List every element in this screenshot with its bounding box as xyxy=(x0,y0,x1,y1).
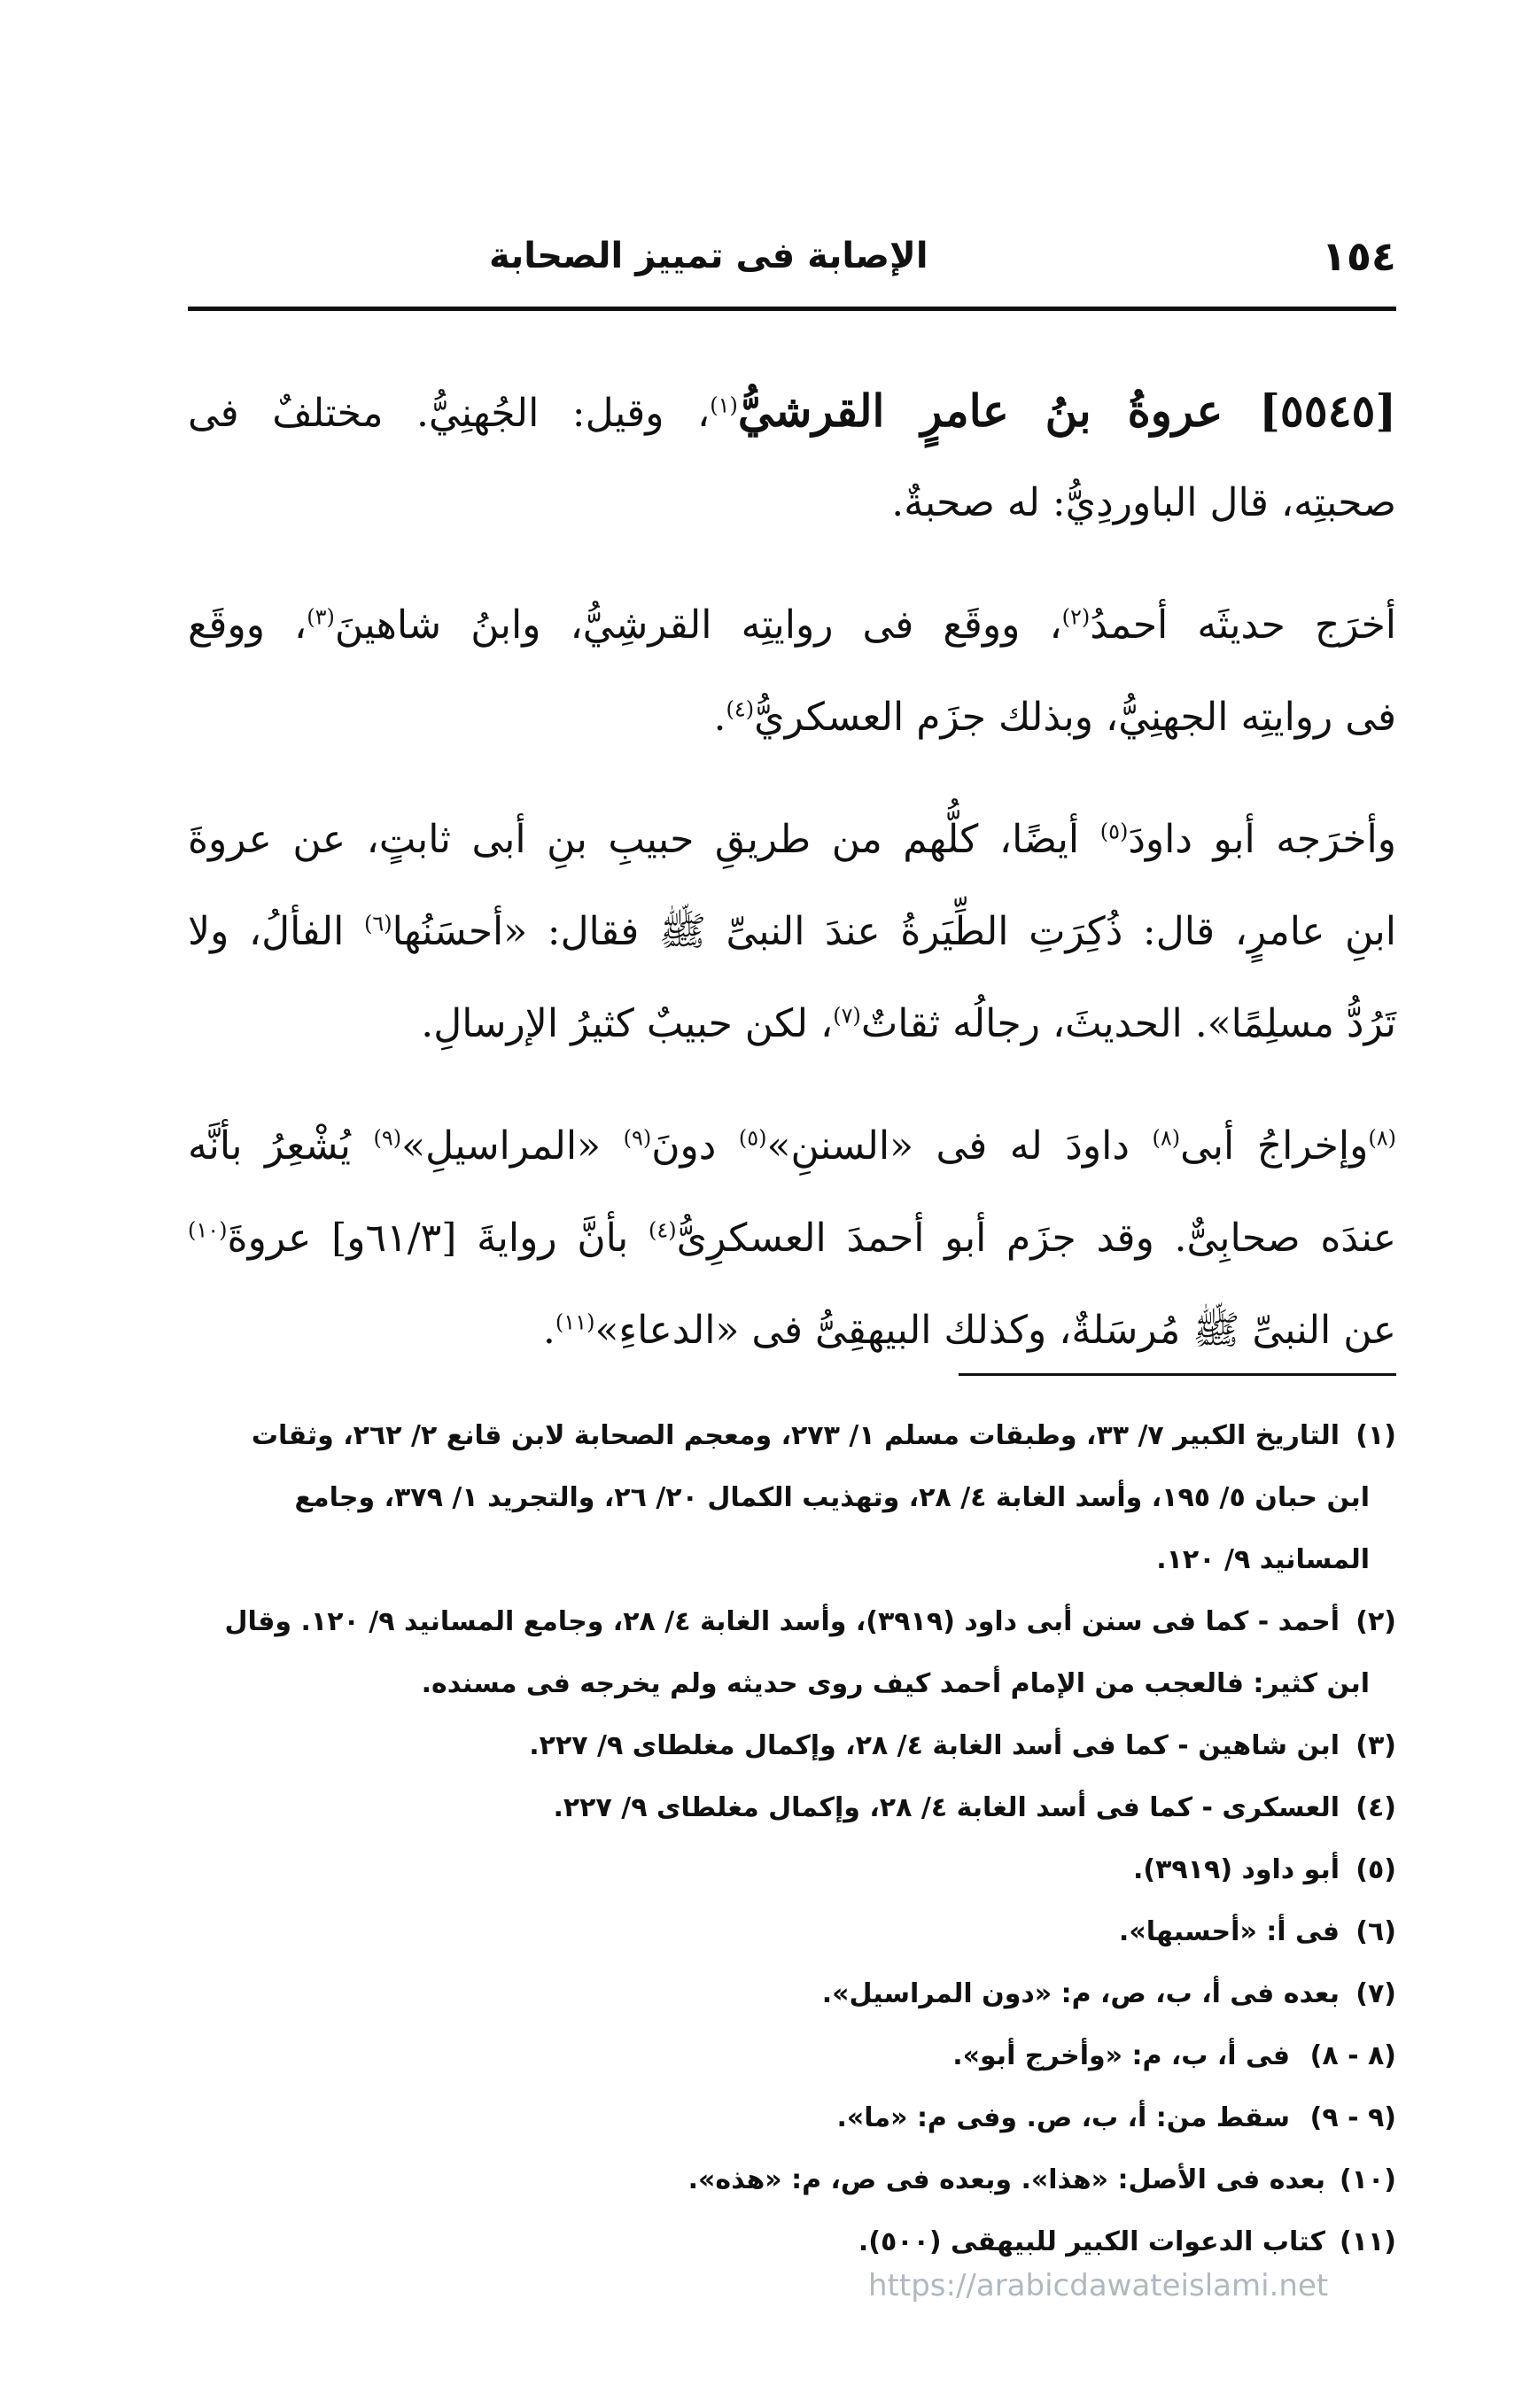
footnote-text: العسكرى - كما فى أسد الغابة ٤/ ٢٨، وإكمال مغلطاى ٩/ ٢٢٧. xyxy=(553,1792,1340,1823)
footnote xyxy=(188,1591,1396,1653)
footnote-ref: (٥) xyxy=(1099,819,1129,844)
footnote xyxy=(188,1901,1396,1963)
footnote-number: (١٠) xyxy=(1339,2164,1396,2195)
footnote-text: كتاب الدعوات الكبير للبيهقى (٥٠٠). xyxy=(858,2226,1325,2257)
footnote-text: فى أ: «أحسبها». xyxy=(1118,1916,1340,1947)
text-run: دونَ xyxy=(651,1123,739,1169)
text-run: ، ووقَع xyxy=(188,602,307,648)
running-header xyxy=(188,232,1396,285)
footnote-text: سقط من: أ، ب، ص. وفى م: «ما». xyxy=(836,2102,1290,2133)
footnote-ref: (٩) xyxy=(373,1125,402,1151)
text-line xyxy=(188,457,1396,549)
footnote-ref: (٢) xyxy=(1061,604,1091,630)
footnote-text: بعده فى أ، ب، ص، م: «دون المراسيل». xyxy=(821,1978,1340,2009)
text-run: وإخراجُ أبى xyxy=(1180,1123,1369,1169)
footnote-ref: (٨) xyxy=(1368,1125,1396,1151)
footnote-number: (٧) xyxy=(1355,1978,1396,2009)
text-run: صحبتِه، قال الباوردِيُّ: له صحبةٌ. xyxy=(891,480,1396,525)
text-run: يُشْعِرُ بأنَّه xyxy=(188,1123,374,1169)
footnote xyxy=(188,1405,1396,1467)
header-rule xyxy=(188,307,1396,311)
text-run: عن النبىِّ ﷺ مُرسَلةٌ، وكذلك البيهقِىُّ فى «الدعاءِ» xyxy=(594,1308,1396,1353)
footnote-text: ابن كثير: فالعجب من الإمام أحمد كيف روى حديثه ولم يخرجه فى مسنده. xyxy=(421,1668,1370,1699)
footnote-number: (٨ - ٨) xyxy=(1309,2040,1396,2071)
text-run: تَرُدُّ مسلِمًا». الحديثَ، رجالُه ثقاتٌ xyxy=(860,1001,1396,1046)
text-line xyxy=(188,579,1396,672)
footnote-text: بعده فى الأصل: «هذا». وبعده فى ص، م: «هذه». xyxy=(687,2164,1325,2195)
footnote-text: فى أ، ب، م: «وأخرج أبو». xyxy=(952,2040,1290,2071)
footnote-rule xyxy=(959,1373,1396,1376)
footnote xyxy=(188,2149,1396,2211)
text-line xyxy=(188,886,1396,978)
footnote-text: المسانيد ٩/ ١٢٠. xyxy=(1156,1544,1370,1575)
footnote-number: (٦) xyxy=(1355,1916,1396,1947)
footnote-ref: (١١) xyxy=(555,1309,595,1335)
text-run: ابنِ عامرٍ، قال: ذُكِرَتِ الطِّيَرةُ عندَ النبىِّ ﷺ فقال: «أحسَنُها xyxy=(392,909,1396,954)
footnote-text: التاريخ الكبير ٧/ ٣٣، وطبقات مسلم ١/ ٢٧٣، ومعجم الصحابة لابن قانع ٢/ ٢٦٢، وثقات xyxy=(251,1420,1340,1451)
footnote-number: (١١) xyxy=(1339,2226,1396,2257)
footnote-continuation xyxy=(188,1529,1396,1591)
footnote xyxy=(188,1963,1396,2025)
text-run: ، وقيل: الجُهنِيُّ. مختلفٌ فى xyxy=(188,391,711,436)
footnote xyxy=(188,2087,1396,2149)
text-run: أخرَج حديثَه أحمدُ xyxy=(1090,602,1396,648)
footnote-text: أبو داود (٣٩١٩). xyxy=(1132,1854,1340,1885)
text-run: أيضًا، كلُّهم من طريقِ حبيبِ بنِ أبى ثابتٍ، عن عروةَ xyxy=(188,817,1100,862)
text-run: بأنَّ روايةَ [٦١/٣و] عروةَ xyxy=(227,1216,649,1261)
footnote-text: ابن حبان ٥/ ١٩٥، وأسد الغابة ٤/ ٢٨، وتهذيب الكمال ٢٠/ ٢٦، والتجريد ١/ ٣٧٩، وجامع xyxy=(294,1482,1370,1513)
footnote-text: ابن شاهين - كما فى أسد الغابة ٤/ ٢٨، وإكمال مغلطاى ٩/ ٢٢٧. xyxy=(529,1730,1340,1761)
footnote-number: (٤) xyxy=(1355,1792,1396,1823)
text-run: عندَه صحابِىٌّ. وقد جزَم أبو أحمدَ العسكرِىُّ xyxy=(676,1216,1396,1261)
footnote-text: أحمد - كما فى سنن أبى داود (٣٩١٩)، وأسد الغابة ٤/ ٢٨، وجامع المسانيد ٩/ ١٢٠. وقال xyxy=(224,1606,1340,1637)
book-title: الإصابة فى تمييز الصحابة xyxy=(489,236,928,276)
footnote-ref: (١) xyxy=(710,392,738,418)
page-number: ١٥٤ xyxy=(1321,232,1396,280)
footnote-number: (١) xyxy=(1355,1420,1396,1451)
footnote-continuation xyxy=(188,1467,1396,1529)
text-line xyxy=(188,794,1396,886)
footnote xyxy=(188,1839,1396,1901)
text-run: فى روايتِه الجهنِيُّ، وبذلك جزَم العسكريُّ xyxy=(754,695,1396,740)
text-run: ، ووقَع فى روايتِه القرشِيُّ، وابنُ شاهينَ xyxy=(334,602,1062,648)
footnote-number: (٢) xyxy=(1355,1606,1396,1637)
footnote-number: (٥) xyxy=(1355,1854,1396,1885)
main-text xyxy=(188,365,1396,1377)
footnote xyxy=(188,2211,1396,2273)
text-line xyxy=(188,1100,1396,1192)
footnote-ref: (٥) xyxy=(738,1125,767,1151)
entry-heading: [٥٥٤٥] عروةُ بنُ عامرٍ القرشيُّ xyxy=(737,385,1397,437)
text-run: «المراسيلِ» xyxy=(401,1123,624,1169)
watermark-url: https://arabicdawateislami.net xyxy=(868,2268,1329,2303)
footnote-ref: (٣) xyxy=(307,604,335,630)
footnote-ref: (٦) xyxy=(363,911,392,936)
footnote-ref: (٩) xyxy=(623,1125,652,1151)
text-run: وأخرَجه أبو داودَ xyxy=(1128,817,1396,862)
text-line xyxy=(188,978,1396,1070)
text-run: الفألُ، ولا xyxy=(188,909,364,954)
footnote-ref: (٤) xyxy=(649,1217,677,1243)
footnote xyxy=(188,2025,1396,2087)
text-line xyxy=(188,1192,1396,1285)
footnotes xyxy=(188,1405,1396,2273)
footnote xyxy=(188,1777,1396,1839)
footnote-ref: (٤) xyxy=(726,696,755,722)
text-line xyxy=(188,365,1396,457)
text-run: داودَ له فى «السننِ» xyxy=(766,1123,1153,1169)
footnote-number: (٣) xyxy=(1355,1730,1396,1761)
footnote-ref: (١٠) xyxy=(188,1217,228,1243)
footnote-ref: (٨) xyxy=(1152,1125,1181,1151)
text-line xyxy=(188,1285,1396,1377)
text-run: ، لكن حبيبٌ كثيرُ الإرسالِ. xyxy=(421,1001,834,1046)
text-run: . xyxy=(542,1308,555,1353)
footnote-number: (٩ - ٩) xyxy=(1309,2102,1396,2133)
footnote xyxy=(188,1715,1396,1777)
footnote-ref: (٧) xyxy=(833,1003,861,1029)
text-run: . xyxy=(713,695,726,740)
footnote-continuation xyxy=(188,1653,1396,1715)
text-line xyxy=(188,672,1396,764)
